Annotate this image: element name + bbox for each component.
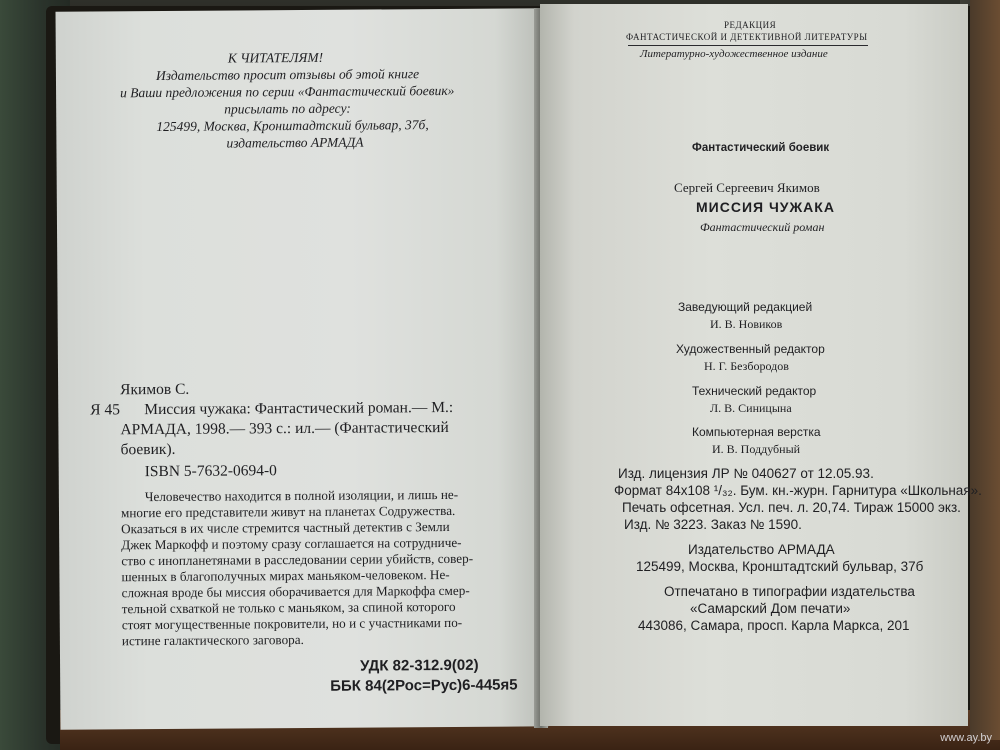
annotation-line: ство с инопланетянами в расследовании серии убийств, совер- bbox=[121, 550, 474, 569]
annotation-line: Оказаться в их числе стремится частный детектив с Земли bbox=[121, 518, 450, 537]
credit-name: Н. Г. Безбородов bbox=[704, 359, 789, 373]
biblio-author: Якимов С. bbox=[120, 380, 190, 399]
biblio-isbn: ISBN 5-7632-0694-0 bbox=[144, 462, 277, 481]
printer-name: «Самарский Дом печати» bbox=[690, 601, 851, 616]
bbk-code: ББК 84(2Рос=Рус)6-445я5 bbox=[330, 676, 518, 695]
annotation-line: многие его представители живут на планетах Содружества. bbox=[120, 502, 456, 521]
imprint-line: Печать офсетная. Усл. печ. л. 20,74. Тираж 15000 экз. bbox=[622, 500, 961, 515]
watermark: www.ay.by bbox=[940, 732, 992, 744]
right-page bbox=[540, 4, 982, 726]
readers-publisher: издательство АРМАДА bbox=[226, 134, 364, 151]
imprint-line: Изд. № 3223. Заказ № 1590. bbox=[624, 517, 802, 532]
credit-role: Заведующий редакцией bbox=[678, 300, 813, 314]
biblio-line: Миссия чужака: Фантастический роман.— М.: bbox=[144, 398, 454, 419]
credit-name: И. В. Поддубный bbox=[712, 442, 801, 456]
readers-line: Издательство просит отзывы об этой книге bbox=[155, 66, 420, 84]
left-page bbox=[55, 8, 548, 729]
annotation-line: тельной схваткой не только с маньяком, за спиной которого bbox=[121, 598, 456, 617]
annotation-line: Человечество находится в полной изоляции, и лишь не- bbox=[144, 486, 459, 505]
readers-heading: К ЧИТАТЕЛЯМ! bbox=[227, 49, 324, 66]
author-full-name: Сергей Сергеевич Якимов bbox=[674, 180, 820, 195]
imprint-line: Изд. лицензия ЛР № 040627 от 12.05.93. bbox=[618, 466, 874, 481]
credit-name: Л. В. Синицына bbox=[710, 401, 792, 415]
credit-role: Технический редактор bbox=[692, 384, 817, 398]
publisher-name: Издательство АРМАДА bbox=[688, 542, 835, 557]
annotation-line: сложная вроде бы миссия оборачивается для Маркоффа смер- bbox=[121, 582, 470, 601]
book-cover-right-edge bbox=[970, 0, 1000, 740]
editorial-dept: ФАНТАСТИЧЕСКОЙ И ДЕТЕКТИВНОЙ ЛИТЕРАТУРЫ bbox=[626, 32, 868, 42]
series-name: Фантастический боевик bbox=[692, 142, 830, 154]
edition-subtitle: Литературно-художественное издание bbox=[640, 48, 828, 60]
editorial-heading: РЕДАКЦИЯ bbox=[724, 20, 777, 30]
credit-role: Компьютерная верстка bbox=[692, 425, 821, 439]
biblio-line: боевик). bbox=[120, 440, 176, 459]
readers-line: и Ваши предложения по серии «Фантастический боевик» bbox=[120, 82, 455, 101]
credit-name: И. В. Новиков bbox=[710, 317, 783, 331]
publisher-address: 125499, Москва, Кронштадтский бульвар, 37б bbox=[636, 559, 924, 574]
printer-address: 443086, Самара, просп. Карла Маркса, 201 bbox=[638, 618, 910, 633]
annotation-line: стоят могущественные покровители, но и с участниками по- bbox=[121, 614, 463, 633]
biblio-line: АРМАДА, 1998.— 393 с.: ил.— (Фантастический bbox=[120, 418, 449, 439]
credit-role: Художественный редактор bbox=[676, 342, 825, 356]
readers-line: присылать по адресу: bbox=[224, 100, 351, 117]
annotation-line: истине галактического заговора. bbox=[121, 631, 304, 649]
readers-address: 125499, Москва, Кронштадтский бульвар, 37б, bbox=[156, 117, 429, 135]
imprint-line: Формат 84x108 ¹/₃₂. Бум. кн.-журн. Гарнитура «Школьная». bbox=[614, 483, 982, 498]
header-rule bbox=[628, 45, 868, 46]
biblio-index: Я 45 bbox=[90, 401, 121, 419]
annotation-line: шенных в благополучных мирах маньяком-человеком. Не- bbox=[121, 566, 450, 585]
udk-code: УДК 82-312.9(02) bbox=[360, 656, 479, 675]
printer-line: Отпечатано в типографии издательства bbox=[664, 584, 915, 599]
book-title: МИССИЯ ЧУЖАКА bbox=[696, 199, 835, 215]
annotation-line: Джек Маркофф и поэтому сразу соглашается на сотрудниче- bbox=[121, 534, 462, 553]
book-genre: Фантастический роман bbox=[700, 220, 825, 234]
